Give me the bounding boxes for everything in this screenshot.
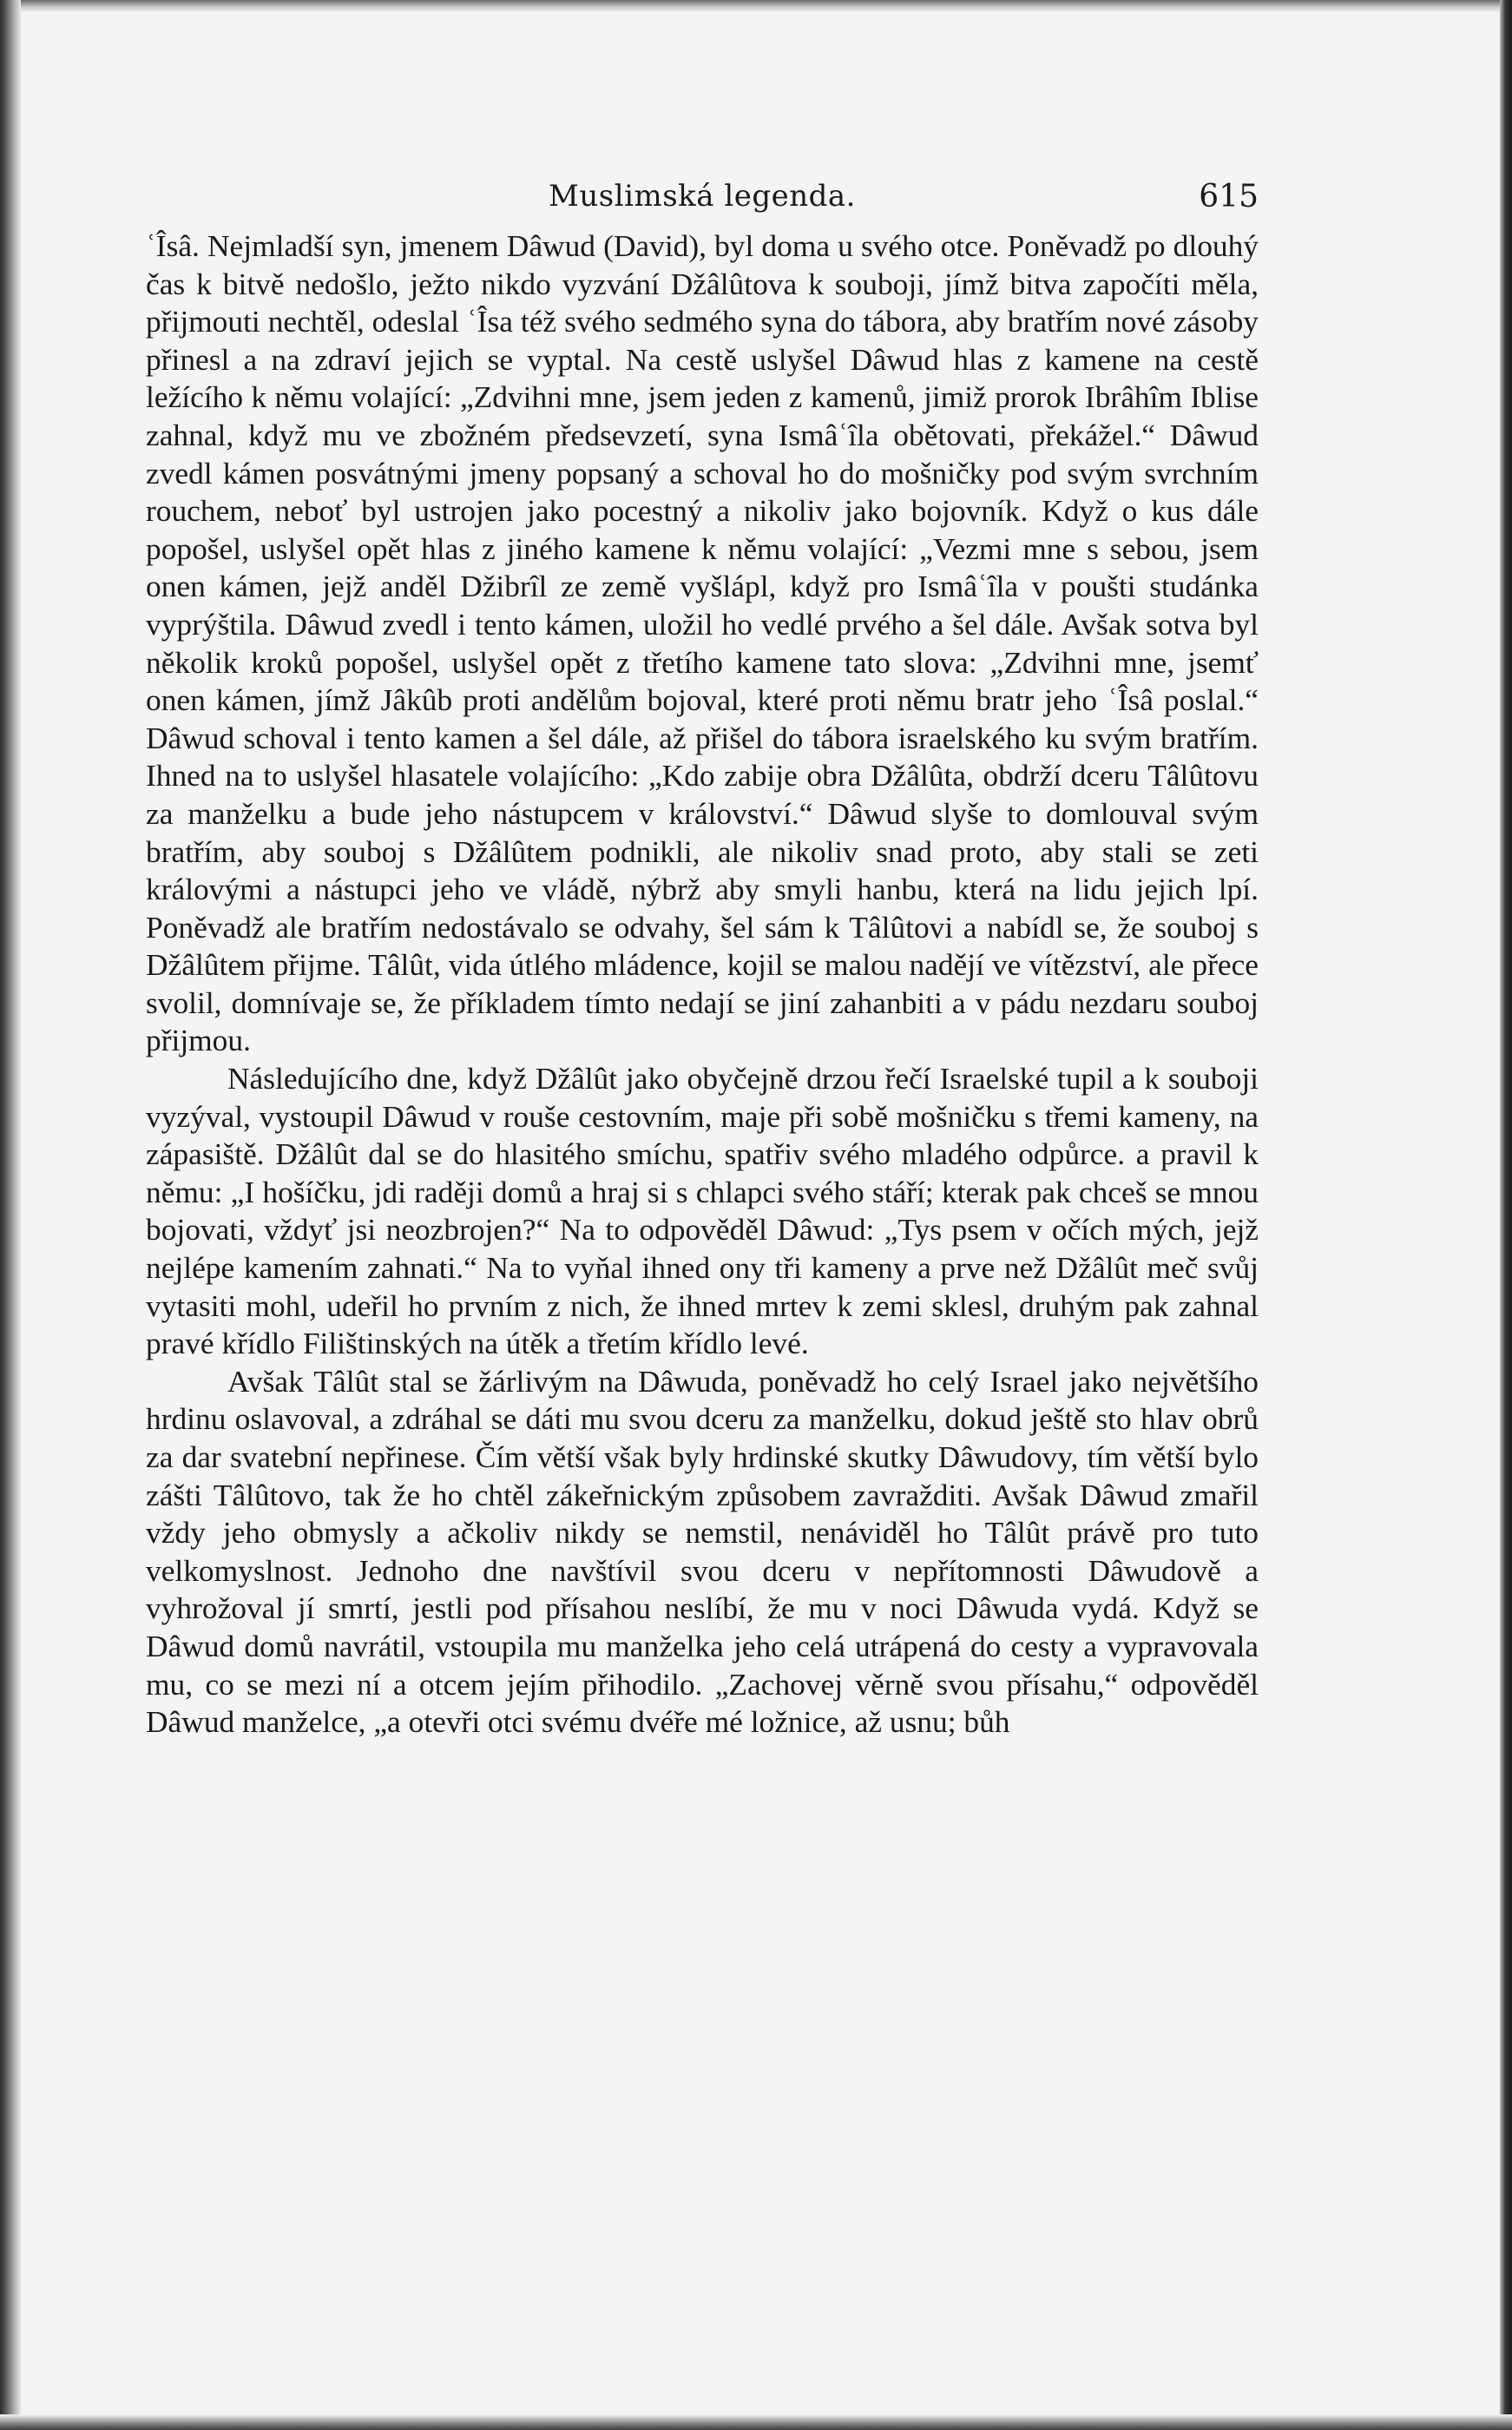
running-title: Muslimská legenda. — [549, 179, 856, 214]
scan-edge-left — [0, 0, 21, 2430]
page-number: 615 — [1199, 179, 1259, 214]
paragraph-1: ʿÎsâ. Nejmladší syn, jmenem Dâwud (David), byl doma u svého otce. Poněvadž po dlouhý čas k bitvě nedošlo, ježto nikdo vyzvání Džâlûtova k souboji, jímž bitva započíti měla, přijmouti nechtěl, odeslal ʿÎsa též svého sedmého syna do tábora, aby bratřím nové zásoby přinesl a na zdraví jejich se vyptal. Na cestě uslyšel Dâwud hlas z kamene na cestě ležícího k němu volající: „Zdvihni mne, jsem jeden z kamenů, jimiž prorok Ibrâhîm Iblise zahnal, když mu ve zbožném předsevzetí, syna Ismâʿîla obětovati, překážel.“ Dâwud zvedl kámen posvátnými jmeny popsaný a schoval ho do mošničky pod svým svrchním rouchem, neboť byl ustrojen jako pocestný a nikoliv jako bojovník. Když o kus dále popošel, uslyšel opět hlas z jiného kamene k němu volající: „Vezmi mne s sebou, jsem onen kámen, jejž anděl Džibrîl ze země vyšlápl, když pro Ismâʿîla v poušti studánka vyprýštila. Dâwud zvedl i tento kámen, uložil ho vedlé prvého a šel dále. Avšak sotva byl několik kroků popošel, uslyšel opět z třetího kamene tato slova: „Zdvihni mne, jsemť onen kámen, jímž Jâkûb proti andělům bojoval, které proti němu bratr jeho ʿÎsâ poslal.“ Dâwud schoval i tento kamen a šel dále, až přišel do tábora israelského ku svým bratřím. Ihned na to uslyšel hlasatele volajícího: „Kdo zabije obra Džâlûta, obdrží dceru Tâlûtovu za manželku a bude jeho nástupcem v království.“ Dâwud slyše to domlouval svým bratřím, aby souboj s Džâlûtem podnikli, ale nikoliv snad proto, aby stali se zeti královými a nástupci jeho ve vládě, nýbrž aby smyli hanbu, která na lidu jejich lpí. Poněvadž ale bratřím nedostávalo se odvahy, šel sám k Tâlûtovi a nabídl se, že souboj s Džâlûtem přijme. Tâlût, vida útlého mládence, kojil se malou nadějí ve vítězství, ale přece svolil, domnívaje se, že příkladem tímto nedají se jiní zahanbiti a v pádu nezdaru souboj přijmou. — [146, 228, 1259, 1058]
scan-edge-bottom — [0, 2414, 1512, 2430]
page-header — [146, 172, 1259, 224]
paragraph-2: Následujícího dne, když Džâlût jako obyčejně drzou řečí Israelské tupil a k souboji vyzýval, vystoupil Dâwud v rouše cestovním, maje při sobě mošničku s třemi kameny, na zápasiště. Džâlût dal se do hlasitého smíchu, spatřiv svého mladého odpůrce. a pravil k němu: „I hošíčku, jdi raději domů a hraj si s chlapci svého stáří; kterak pak chceš se mnou bojovati, vždyť jsi neozbrojen?“ Na to odpověděl Dâwud: „Tys psem v očích mých, jejž nejlépe kamením zahnati.“ Na to vyňal ihned ony tři kameny a prve než Džâlût meč svůj vytasiti mohl, udeřil ho prvním z nich, že ihned mrtev k zemi sklesl, druhým pak zahnal pravé křídlo Filištinských na útěk a třetím křídlo levé. — [146, 1061, 1259, 1361]
page-body — [146, 227, 1259, 1742]
scan-edge-right — [1500, 0, 1512, 2430]
book-page — [146, 172, 1259, 1742]
scan-edge-top — [0, 0, 1512, 12]
paragraph-3: Avšak Tâlût stal se žárlivým na Dâwuda, poněvadž ho celý Israel jako největšího hrdinu oslavoval, a zdráhal se dáti mu svou dceru za manželku, dokud ještě sto hlav obrů za dar svatební nepřinese. Čím větší však byly hrdinské skutky Dâwudovy, tím větší bylo zášti Tâlûtovo, tak že ho chtěl zákeřnickým způsobem zavražditi. Avšak Dâwud zmařil vždy jeho obmysly a ačkoliv nikdy se nemstil, nenáviděl ho Tâlût právě pro tuto velkomyslnost. Jednoho dne navštívil svou dceru v nepřítomnosti Dâwudově a vyhrožoval jí smrtí, jestli pod přísahou neslíbí, že mu v noci Dâwuda vydá. Když se Dâwud domů navrátil, vstoupila mu manželka jeho celá utrápená do cesty a vypravovala mu, co se mezi ní a otcem jejím přihodilo. „Zachovej věrně svou přísahu,“ odpověděl Dâwud manželce, „a otevři otci svému dvéře mé ložnice, až usnu; bůh — [146, 1363, 1259, 1740]
